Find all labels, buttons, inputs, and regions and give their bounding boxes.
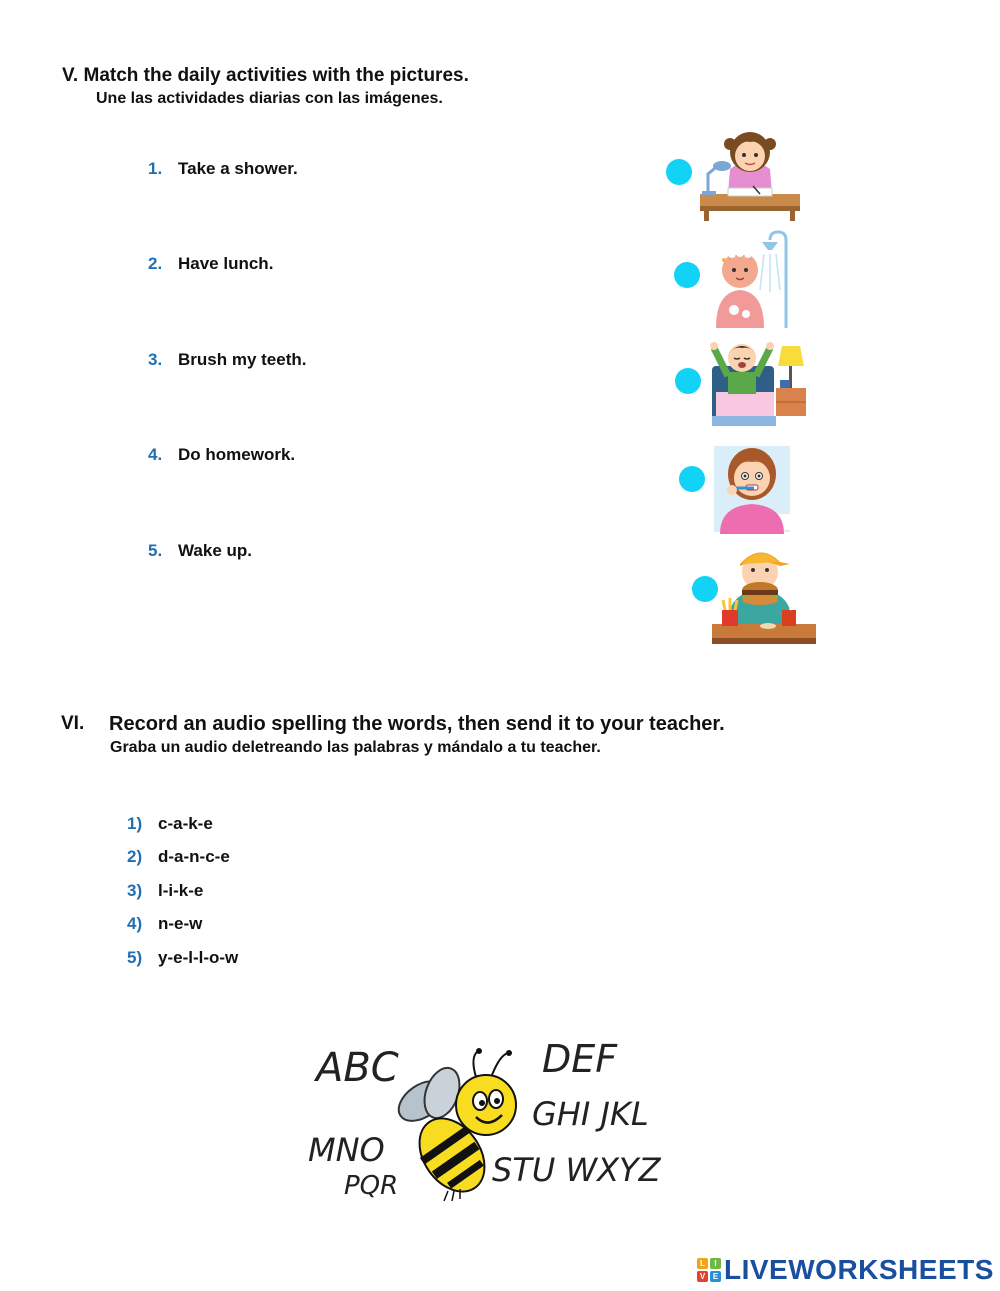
section-5-title: V. Match the daily activities with the pictures. xyxy=(62,65,469,86)
spelling-word-4 xyxy=(127,914,202,934)
activity-number: 2. xyxy=(148,254,163,273)
spelling-number: 4) xyxy=(127,914,143,933)
match-dot-3[interactable] xyxy=(675,368,701,394)
match-dot-1[interactable] xyxy=(666,159,692,185)
lunch-picture xyxy=(708,540,818,646)
activity-item-2 xyxy=(148,254,273,274)
logo-tile: E xyxy=(710,1271,721,1282)
spelling-text: y-e-l-l-o-w xyxy=(158,948,239,967)
spelling-number: 3) xyxy=(127,881,143,900)
spelling-word-1 xyxy=(127,814,213,834)
bee-alphabet-illustration xyxy=(300,1035,690,1210)
logo-tile: V xyxy=(697,1271,708,1282)
letters-pqr: PQR xyxy=(344,1171,399,1201)
spelling-number: 1) xyxy=(127,814,143,833)
letters-abc: ABC xyxy=(316,1045,399,1091)
logo-tiles xyxy=(697,1258,721,1282)
letters-stu-wxyz: STU WXYZ xyxy=(492,1151,661,1189)
spelling-text: n-e-w xyxy=(158,914,203,933)
wake-up-picture xyxy=(710,336,810,428)
spelling-word-2 xyxy=(127,847,230,867)
spelling-word-3 xyxy=(127,881,203,901)
spelling-text: l-i-k-e xyxy=(158,881,204,900)
activity-text: Have lunch. xyxy=(178,254,274,273)
logo-tile: I xyxy=(710,1258,721,1269)
section-6-numeral: VI. xyxy=(61,713,85,734)
activity-text: Brush my teeth. xyxy=(178,350,307,369)
spelling-number: 5) xyxy=(127,948,143,967)
activity-item-1 xyxy=(148,159,298,179)
spelling-word-5 xyxy=(127,948,238,968)
activity-text: Do homework. xyxy=(178,445,296,464)
letters-def: DEF xyxy=(542,1037,618,1081)
activity-item-4 xyxy=(148,445,295,465)
spelling-text: c-a-k-e xyxy=(158,814,213,833)
activity-number: 1. xyxy=(148,159,163,178)
letters-mno: MNO xyxy=(308,1131,385,1169)
liveworksheets-logo xyxy=(697,1256,994,1284)
activity-number: 5. xyxy=(148,541,163,560)
section-6-title: Record an audio spelling the words, then send it to your teacher. xyxy=(109,713,725,735)
activity-number: 3. xyxy=(148,350,163,369)
logo-text: LIVEWORKSHEETS xyxy=(724,1254,994,1285)
bee-icon xyxy=(396,1043,536,1203)
activity-item-3 xyxy=(148,350,306,370)
spelling-number: 2) xyxy=(127,847,143,866)
match-dot-4[interactable] xyxy=(679,466,705,492)
section-5-subtitle: Une las actividades diarias con las imágenes. xyxy=(96,90,443,107)
spelling-text: d-a-n-c-e xyxy=(158,847,230,866)
match-dot-2[interactable] xyxy=(674,262,700,288)
letters-ghi-jkl: GHI JKL xyxy=(532,1095,649,1133)
activity-item-5 xyxy=(148,541,252,561)
activity-text: Wake up. xyxy=(178,541,252,560)
homework-picture xyxy=(698,124,802,222)
activity-number: 4. xyxy=(148,445,163,464)
section-6-subtitle: Graba un audio deletreando las palabras y mándalo a tu teacher. xyxy=(110,739,601,756)
shower-picture xyxy=(712,230,792,328)
activity-text: Take a shower. xyxy=(178,159,298,178)
brush-teeth-picture xyxy=(712,444,792,534)
logo-tile: L xyxy=(697,1258,708,1269)
